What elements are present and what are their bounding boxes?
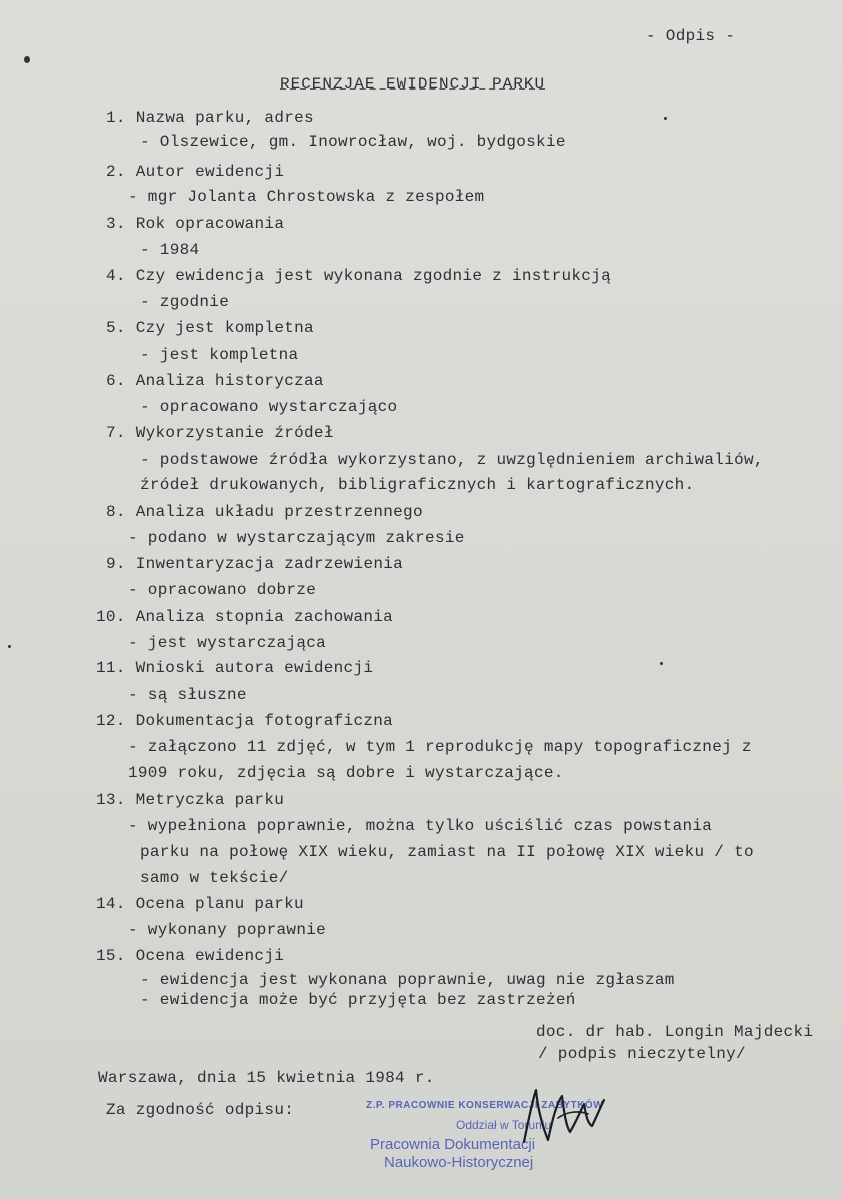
certification-label: Za zgodność odpisu: xyxy=(106,1101,295,1119)
item-line: - są słuszne xyxy=(128,686,247,704)
item-heading: 9. Inwentaryzacja zadrzewienia xyxy=(106,555,404,573)
item-line: parku na połowę XIX wieku, zamiast na II połowę XIX wieku / to xyxy=(140,843,754,861)
item-line: - podstawowe źródła wykorzystano, z uwzględnieniem archiwaliów, xyxy=(140,451,764,469)
item-heading: 2. Autor ewidencji xyxy=(106,163,285,181)
item-line: - jest kompletna xyxy=(140,346,299,364)
item-line: - jest wystarczająca xyxy=(128,634,327,652)
item-heading: 6. Analiza historyczaa xyxy=(106,372,324,390)
item-line: - podano w wystarczającym zakresie xyxy=(128,529,465,547)
item-line: - zgodnie xyxy=(140,293,230,311)
item-heading: 14. Ocena planu parku xyxy=(96,895,304,913)
handwritten-signature xyxy=(518,1082,608,1152)
item-heading: 8. Analiza układu przestrzennego xyxy=(106,503,423,521)
item-line: - mgr Jolanta Chrostowska z zespołem xyxy=(128,188,485,206)
item-line: źródeł drukowanych, bibligraficznych i kartograficznych. xyxy=(140,476,695,494)
stamp-line: Pracownia Dokumentacji xyxy=(370,1136,536,1153)
item-line: - ewidencja jest wykonana poprawnie, uwag nie zgłaszam xyxy=(140,971,675,989)
item-line: - załączono 11 zdjęć, w tym 1 reprodukcję mapy topograficznej z xyxy=(128,738,752,756)
item-heading: 11. Wnioski autora ewidencji xyxy=(96,659,374,677)
item-line: - wypełniona poprawnie, można tylko uściślić czas powstania xyxy=(128,817,713,835)
item-heading: 13. Metryczka parku xyxy=(96,791,285,809)
item-line: - opracowano dobrze xyxy=(128,581,317,599)
item-heading: 5. Czy jest kompletna xyxy=(106,319,314,337)
item-heading: 10. Analiza stopnia zachowania xyxy=(96,608,394,626)
item-line: - 1984 xyxy=(140,241,200,259)
ink-speck xyxy=(664,117,667,120)
item-line: - wykonany poprawnie xyxy=(128,921,327,939)
item-heading: 12. Dokumentacja fotograficzna xyxy=(96,712,394,730)
item-line: - Olszewice, gm. Inowrocław, woj. bydgoskie xyxy=(140,133,566,151)
item-line: - opracowano wystarczająco xyxy=(140,398,398,416)
ink-speck xyxy=(24,56,30,63)
ink-speck xyxy=(8,645,11,648)
ink-speck xyxy=(660,662,663,665)
item-heading: 3. Rok opracowania xyxy=(106,215,285,233)
item-heading: 15. Ocena ewidencji xyxy=(96,947,285,965)
item-line: - ewidencja może być przyjęta bez zastrzeżeń xyxy=(140,991,576,1009)
stamp-line: Naukowo-Historycznej xyxy=(384,1154,534,1171)
item-line: 1909 roku, zdjęcia są dobre i wystarczające. xyxy=(128,764,564,782)
item-heading: 1. Nazwa parku, adres xyxy=(106,109,314,127)
item-heading: 7. Wykorzystanie źródeł xyxy=(106,424,334,442)
place-date: Warszawa, dnia 15 kwietnia 1984 r. xyxy=(98,1069,435,1087)
document-title: RECENZJAE EWIDENCJI PARKU xyxy=(280,75,546,93)
stamp-line: Z.P. PRACOWNIE KONSERWACJI ZABYTKÓW xyxy=(366,1100,604,1111)
item-heading: 4. Czy ewidencja jest wykonana zgodnie z instrukcją xyxy=(106,267,611,285)
item-line: samo w tekście/ xyxy=(140,869,289,887)
reviewer-signature-note: / podpis nieczytelny/ xyxy=(538,1045,746,1063)
stamp-line: Oddział w Toruniu xyxy=(456,1118,552,1132)
reviewer-name: doc. dr hab. Longin Majdecki xyxy=(536,1023,814,1041)
copy-mark: - Odpis - xyxy=(646,27,736,45)
